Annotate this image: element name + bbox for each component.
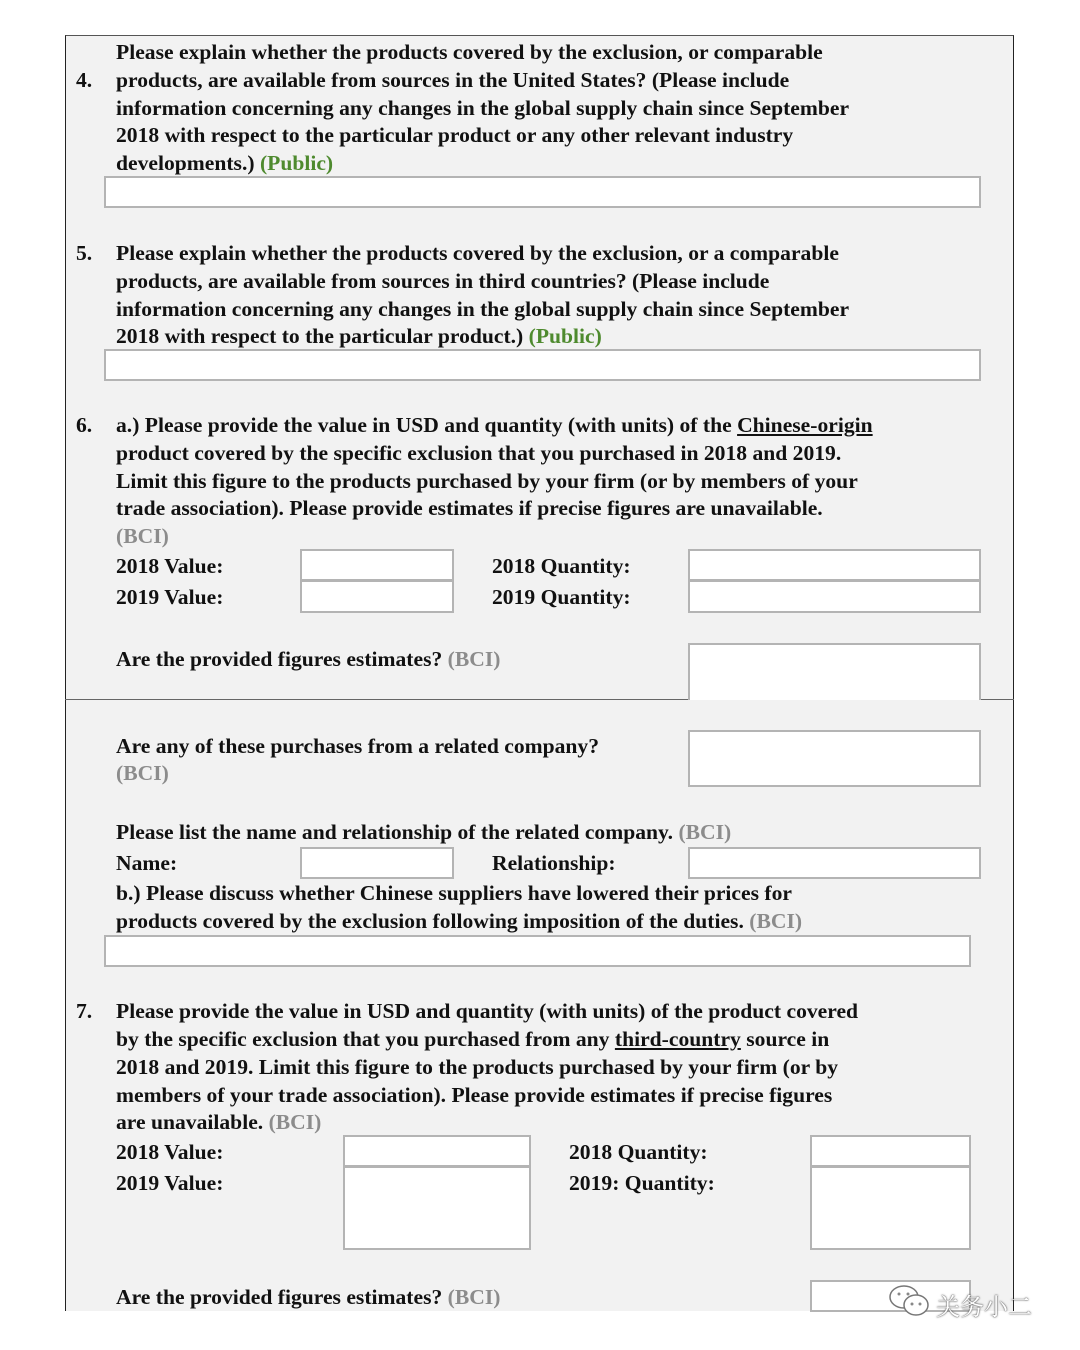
quantity-2019-field[interactable] — [688, 580, 981, 613]
question-7-text: members of your trade association). Please provide estimates if precise figures — [116, 1083, 833, 1107]
q7-estimates-label: Are the provided figures estimates? — [116, 1285, 448, 1309]
question-7-text: 2018 and 2019. Limit this figure to the products purchased by your firm (or by — [116, 1055, 839, 1079]
question-4-number: 4. — [76, 68, 93, 92]
quantity-2018-label: 2018 Quantity: — [492, 554, 631, 578]
bci-tag: (BCI) — [268, 1110, 322, 1134]
question-6-text: Limit this figure to the products purchased by your firm (or by members of your — [116, 469, 858, 493]
watermark-text: 关务小二 — [936, 1292, 1032, 1321]
value-2018-label: 2018 Value: — [116, 554, 224, 578]
question-4-text: information concerning any changes in the global supply chain since September — [116, 96, 850, 120]
q7-value-2019-label: 2019 Value: — [116, 1171, 224, 1195]
question-4-answer-field[interactable] — [104, 176, 981, 208]
bci-tag: (BCI) — [678, 820, 732, 844]
question-6-text: trade association). Please provide estimates if precise figures are unavailable. — [116, 496, 823, 520]
chinese-origin-emphasis: Chinese-origin — [737, 413, 873, 437]
question-5-text: Please explain whether the products covered by the exclusion, or a comparable — [116, 241, 839, 265]
estimates-question — [116, 646, 500, 672]
related-company-field[interactable] — [688, 730, 981, 787]
public-tag: (Public) — [259, 151, 334, 175]
third-country-emphasis: third-country — [614, 1027, 741, 1051]
public-tag: (Public) — [528, 324, 602, 348]
question-6-text-start: a.) Please provide the value in USD and quantity (with units) of the — [116, 413, 738, 437]
question-5-text: information concerning any changes in the global supply chain since September — [116, 297, 850, 321]
related-company-question: Are any of these purchases from a related company? — [116, 734, 600, 758]
q7-value-2018-label: 2018 Value: — [116, 1140, 224, 1164]
question-4-text: 2018 with respect to the particular product or any other relevant industry — [116, 123, 794, 147]
estimates-field[interactable] — [688, 643, 981, 700]
value-2018-field[interactable] — [300, 549, 454, 581]
question-6b-text — [116, 908, 802, 934]
question-7-text-end: are unavailable. — [116, 1110, 269, 1134]
wechat-icon — [888, 1284, 932, 1324]
question-6-text: product covered by the specific exclusion that you purchased in 2018 and 2019. — [116, 441, 842, 465]
question-4-text: Please explain whether the products covered by the exclusion, or comparable — [116, 40, 823, 64]
quantity-2018-field[interactable] — [688, 549, 981, 581]
question-5-text-end: 2018 with respect to the particular product.) — [116, 324, 529, 348]
question-5-text: products, are available from sources in third countries? (Please include — [116, 269, 770, 293]
question-7-text: Please provide the value in USD and quantity (with units) of the product covered — [116, 999, 859, 1023]
q7-quantity-2019-label: 2019: Quantity: — [569, 1171, 715, 1195]
q7-quantity-2018-label: 2018 Quantity: — [569, 1140, 708, 1164]
value-2019-field[interactable] — [300, 580, 454, 613]
bci-tag: (BCI) — [749, 909, 803, 933]
question-6-number: 6. — [76, 413, 93, 437]
bci-tag: (BCI) — [116, 761, 169, 785]
q7-estimates-question — [116, 1284, 500, 1310]
question-4-text: products, are available from sources in the United States? (Please include — [116, 68, 790, 92]
question-6b-text-end: products covered by the exclusion following imposition of the duties. — [116, 909, 750, 933]
question-5-text — [116, 323, 602, 349]
question-6b-answer-field[interactable] — [104, 935, 971, 967]
q7-value-2019-field[interactable] — [343, 1166, 531, 1250]
question-4-text — [116, 150, 333, 176]
related-company-list-question — [116, 819, 731, 845]
question-6-text — [116, 412, 873, 438]
question-7-number: 7. — [76, 999, 93, 1023]
q7-quantity-2019-field[interactable] — [810, 1166, 971, 1250]
question-4-text-end: developments.) — [116, 151, 260, 175]
name-label: Name: — [116, 851, 178, 875]
relationship-label: Relationship: — [492, 851, 616, 875]
bci-tag: (BCI) — [447, 1285, 501, 1309]
q7-quantity-2018-field[interactable] — [810, 1135, 971, 1167]
question-7-text-part: by the specific exclusion that you purchased from any — [116, 1027, 615, 1051]
bci-tag: (BCI) — [116, 524, 169, 548]
name-field[interactable] — [300, 847, 454, 879]
watermark — [888, 1284, 1032, 1324]
question-7-text-part: source in — [740, 1027, 830, 1051]
bci-tag: (BCI) — [447, 647, 501, 671]
related-list-label: Please list the name and relationship of the related company. — [116, 820, 679, 844]
question-5-answer-field[interactable] — [104, 349, 981, 381]
relationship-field[interactable] — [688, 847, 981, 879]
estimates-label: Are the provided figures estimates? — [116, 647, 448, 671]
quantity-2019-label: 2019 Quantity: — [492, 585, 631, 609]
q7-value-2018-field[interactable] — [343, 1135, 531, 1167]
question-7-text — [116, 1026, 829, 1052]
question-7-text — [116, 1109, 321, 1135]
question-6b-text: b.) Please discuss whether Chinese suppliers have lowered their prices for — [116, 881, 792, 905]
value-2019-label: 2019 Value: — [116, 585, 224, 609]
question-5-number: 5. — [76, 241, 93, 265]
